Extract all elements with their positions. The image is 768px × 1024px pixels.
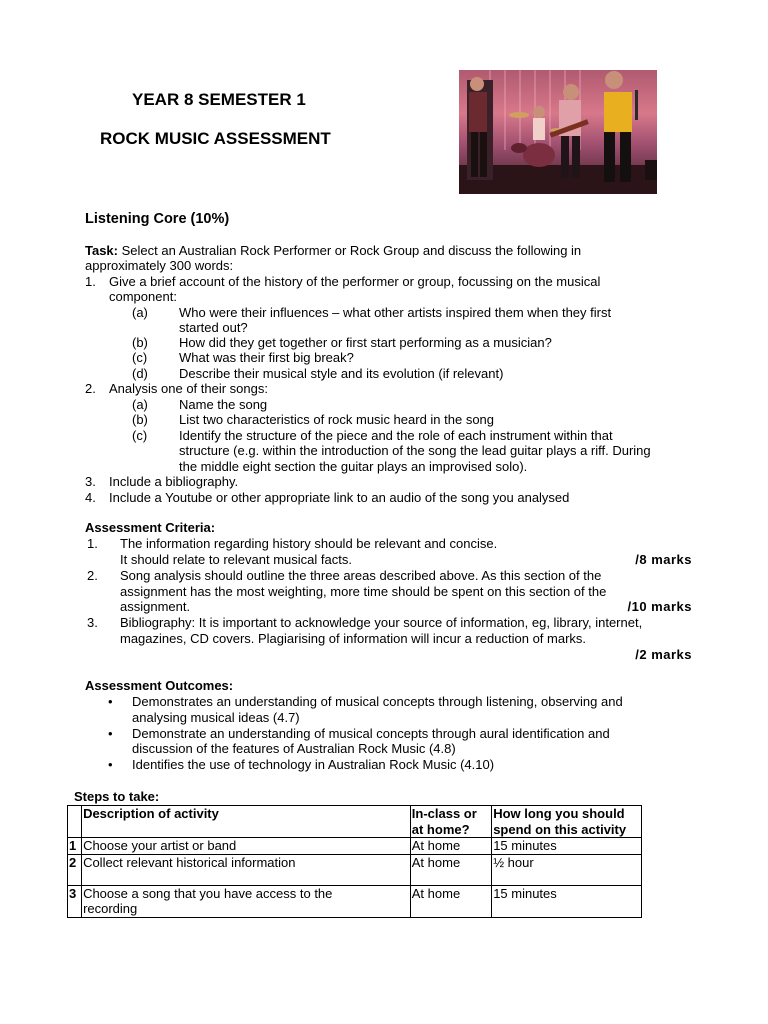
time-header-line: How long you should <box>493 806 625 821</box>
activity-line: recording <box>83 901 138 916</box>
activity-cell <box>82 885 411 917</box>
task-line-2: approximately 300 words: <box>85 258 234 273</box>
sub-item-label: (b) <box>132 412 148 427</box>
task-item-text: Give a brief account of the history of the performer or group, focussing on the musical <box>109 274 601 289</box>
where-column-header <box>410 806 491 838</box>
steps-heading: Steps to take: <box>74 789 160 804</box>
criteria-text: assignment has the most weighting, more time should be spent on this section of the <box>120 584 607 599</box>
band-photo-illustration <box>459 70 657 194</box>
task-item-number: 1. <box>85 274 96 289</box>
outcome-text: Demonstrates an understanding of musical concepts through listening, observing and <box>132 694 623 709</box>
activity-line: Choose a song that you have access to the <box>83 885 333 901</box>
task-line-1 <box>85 243 581 259</box>
activity-column-header: Description of activity <box>82 806 411 838</box>
criteria-marks: /8 marks <box>635 552 692 567</box>
sub-item-text: What was their first big break? <box>179 350 354 365</box>
sub-item-label: (d) <box>132 366 148 381</box>
row-number: 1 <box>68 838 82 855</box>
page-title-line1: YEAR 8 SEMESTER 1 <box>132 90 306 109</box>
criteria-text: It should relate to relevant musical facts. <box>120 552 352 567</box>
where-header-line: at home? <box>411 821 470 837</box>
outcomes-heading: Assessment Outcomes: <box>85 678 234 693</box>
criteria-number: 1. <box>87 536 98 551</box>
where-cell: At home <box>410 838 491 855</box>
steps-header-row <box>68 806 642 838</box>
row-number: 2 <box>68 854 82 885</box>
table-row <box>68 854 642 885</box>
task-item-text: component: <box>109 289 177 304</box>
table-row <box>68 838 642 855</box>
time-column-header <box>492 806 642 838</box>
criteria-text: The information regarding history should be relevant and concise. <box>120 536 498 551</box>
criteria-text: magazines, CD covers. Plagiarising of information will incur a reduction of marks. <box>120 631 587 646</box>
sub-item-label: (a) <box>132 305 148 320</box>
activity-cell: Choose your artist or band <box>82 838 411 855</box>
outcome-text: Identifies the use of technology in Australian Rock Music (4.10) <box>132 757 495 772</box>
criteria-marks: /2 marks <box>635 647 692 662</box>
time-cell: 15 minutes <box>492 885 642 917</box>
bullet-icon: • <box>108 726 113 741</box>
sub-item-text: started out? <box>179 320 248 335</box>
criteria-text: Song analysis should outline the three areas described above. As this section of the <box>120 568 602 583</box>
criteria-text: assignment. <box>120 599 191 614</box>
task-text: Select an Australian Rock Performer or Rock Group and discuss the following in <box>118 243 582 258</box>
task-label: Task: <box>85 243 118 258</box>
time-header-line: spend on this activity <box>493 821 627 837</box>
task-item-number: 4. <box>85 490 96 505</box>
listening-core-heading: Listening Core (10%) <box>85 211 230 227</box>
task-item-number: 3. <box>85 474 96 489</box>
sub-item-label: (b) <box>132 335 148 350</box>
bullet-icon: • <box>108 694 113 709</box>
activity-cell: Collect relevant historical information <box>82 854 411 885</box>
where-cell: At home <box>410 885 491 917</box>
task-item-text: Analysis one of their songs: <box>109 381 268 396</box>
page-title-line2: ROCK MUSIC ASSESSMENT <box>100 129 331 148</box>
criteria-text: Bibliography: It is important to acknowledge your source of information, eg, library, internet, <box>120 615 643 630</box>
criteria-number: 3. <box>87 615 98 630</box>
sub-item-text: How did they get together or first start performing as a musician? <box>179 335 552 350</box>
sub-item-label: (c) <box>132 350 148 365</box>
criteria-marks: /10 marks <box>627 599 692 614</box>
sub-item-text: Name the song <box>179 397 268 412</box>
row-number: 3 <box>68 885 82 917</box>
task-item-text: Include a bibliography. <box>109 474 239 489</box>
where-header-line: In-class or <box>411 806 477 821</box>
sub-item-text: structure (e.g. within the introduction of the song the lead guitar plays a riff. During <box>179 443 651 458</box>
task-item-text: Include a Youtube or other appropriate link to an audio of the song you analysed <box>109 490 570 505</box>
outcome-text: analysing musical ideas (4.7) <box>132 710 300 725</box>
table-cell <box>68 806 82 838</box>
outcome-text: discussion of the features of Australian Rock Music (4.8) <box>132 741 456 756</box>
steps-table <box>67 805 642 918</box>
band-photo <box>459 70 657 194</box>
criteria-number: 2. <box>87 568 98 583</box>
where-cell: At home <box>410 854 491 885</box>
sub-item-label: (c) <box>132 428 148 443</box>
sub-item-text: Who were their influences – what other artists inspired them when they first <box>179 305 612 320</box>
sub-item-label: (a) <box>132 397 148 412</box>
time-cell: ½ hour <box>492 854 642 885</box>
table-row <box>68 885 642 917</box>
criteria-heading: Assessment Criteria: <box>85 520 216 535</box>
outcome-text: Demonstrate an understanding of musical concepts through aural identification and <box>132 726 610 741</box>
sub-item-text: the middle eight section the guitar plays an improvised solo). <box>179 459 528 474</box>
task-item-number: 2. <box>85 381 96 396</box>
bullet-icon: • <box>108 757 113 772</box>
sub-item-text: Describe their musical style and its evolution (if relevant) <box>179 366 504 381</box>
sub-item-text: Identify the structure of the piece and the role of each instrument within that <box>179 428 613 443</box>
sub-item-text: List two characteristics of rock music heard in the song <box>179 412 495 427</box>
time-cell: 15 minutes <box>492 838 642 855</box>
